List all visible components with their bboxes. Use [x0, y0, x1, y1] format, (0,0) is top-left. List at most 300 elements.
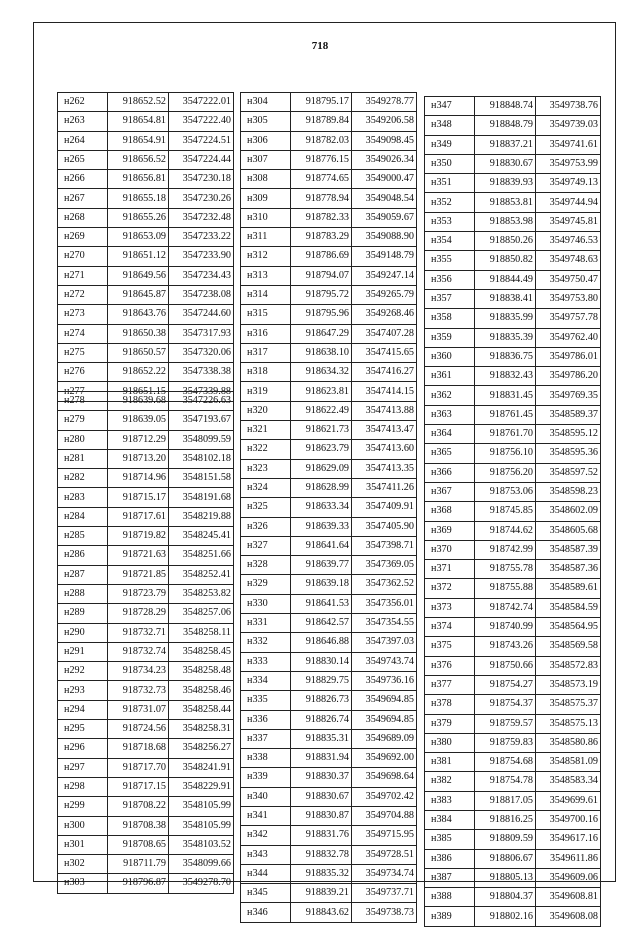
x-coordinate-cell: 918715.17 [108, 488, 169, 507]
point-id-cell: н295 [58, 720, 108, 739]
table-row [241, 614, 417, 633]
point-id-cell: н331 [241, 614, 291, 633]
table-row [425, 270, 601, 289]
y-coordinate-cell: 3547414.15 [352, 382, 417, 401]
y-coordinate-cell: 3549247.14 [352, 266, 417, 285]
x-coordinate-cell: 918836.75 [475, 347, 536, 366]
x-coordinate-cell: 918639.05 [108, 411, 169, 430]
y-coordinate-cell: 3547407.28 [352, 324, 417, 343]
y-coordinate-cell: 3548595.12 [536, 425, 601, 444]
table-row [241, 228, 417, 247]
table-row [58, 565, 234, 584]
point-id-cell: н361 [425, 367, 475, 386]
x-coordinate-cell: 918652.52 [108, 93, 169, 112]
y-coordinate-cell: 3549757.78 [536, 309, 601, 328]
y-coordinate-cell: 3549750.47 [536, 270, 601, 289]
y-coordinate-cell: 3547413.47 [352, 421, 417, 440]
table-row [425, 656, 601, 675]
table-row [425, 733, 601, 752]
x-coordinate-cell: 918755.88 [475, 579, 536, 598]
y-coordinate-cell: 3547405.90 [352, 517, 417, 536]
point-id-cell: н349 [425, 135, 475, 154]
table-row [425, 888, 601, 907]
y-coordinate-cell: 3549738.76 [536, 97, 601, 116]
x-coordinate-cell: 918750.66 [475, 656, 536, 675]
x-coordinate-cell: 918742.99 [475, 540, 536, 559]
y-coordinate-cell: 3549753.99 [536, 154, 601, 173]
point-id-cell: н291 [58, 642, 108, 661]
y-coordinate-cell: 3549734.74 [352, 864, 417, 883]
point-id-cell: н382 [425, 772, 475, 791]
x-coordinate-cell: 918754.37 [475, 695, 536, 714]
table-row [241, 363, 417, 382]
x-coordinate-cell: 918850.26 [475, 232, 536, 251]
point-id-cell: н305 [241, 112, 291, 131]
table-row [241, 401, 417, 420]
point-id-cell: н274 [58, 324, 108, 343]
x-coordinate-cell: 918721.63 [108, 546, 169, 565]
x-coordinate-cell: 918831.45 [475, 386, 536, 405]
y-coordinate-cell: 3548151.58 [169, 469, 234, 488]
table-row [241, 864, 417, 883]
x-coordinate-cell: 918832.43 [475, 367, 536, 386]
y-coordinate-cell: 3548589.37 [536, 405, 601, 424]
table-row [425, 463, 601, 482]
y-coordinate-cell: 3548256.27 [169, 739, 234, 758]
point-id-cell: н346 [241, 903, 291, 922]
point-id-cell: н344 [241, 864, 291, 883]
y-coordinate-cell: 3549611.86 [536, 849, 601, 868]
x-coordinate-cell: 918711.79 [108, 855, 169, 874]
point-id-cell: н383 [425, 791, 475, 810]
table-row [58, 305, 234, 324]
table-row [58, 488, 234, 507]
y-coordinate-cell: 3549744.94 [536, 193, 601, 212]
y-coordinate-cell: 3549608.08 [536, 907, 601, 926]
y-coordinate-cell: 3549206.58 [352, 112, 417, 131]
point-id-cell: н384 [425, 810, 475, 829]
x-coordinate-cell: 918721.85 [108, 565, 169, 584]
table-row [241, 208, 417, 227]
y-coordinate-cell: 3547222.01 [169, 93, 234, 112]
x-coordinate-cell: 918774.65 [291, 170, 352, 189]
point-id-cell: н339 [241, 768, 291, 787]
table-row [58, 797, 234, 816]
point-id-cell: н266 [58, 170, 108, 189]
y-coordinate-cell: 3548245.41 [169, 527, 234, 546]
x-coordinate-cell: 918723.79 [108, 584, 169, 603]
x-coordinate-cell: 918654.91 [108, 131, 169, 150]
y-coordinate-cell: 3547193.67 [169, 411, 234, 430]
y-coordinate-cell: 3547369.05 [352, 556, 417, 575]
x-coordinate-cell: 918830.87 [291, 806, 352, 825]
table-row [58, 112, 234, 131]
table-row [241, 266, 417, 285]
y-coordinate-cell: 3548258.31 [169, 720, 234, 739]
x-coordinate-cell: 918633.34 [291, 498, 352, 517]
point-id-cell: н302 [58, 855, 108, 874]
point-id-cell: н303 [58, 874, 108, 893]
x-coordinate-cell: 918653.09 [108, 228, 169, 247]
point-id-cell: н368 [425, 502, 475, 521]
table-row [58, 208, 234, 227]
table-row [425, 675, 601, 694]
y-coordinate-cell: 3549739.03 [536, 116, 601, 135]
y-coordinate-cell: 3548241.91 [169, 758, 234, 777]
point-id-cell: н322 [241, 440, 291, 459]
point-id-cell: н354 [425, 232, 475, 251]
point-id-cell: н343 [241, 845, 291, 864]
point-id-cell: н377 [425, 675, 475, 694]
point-id-cell: н388 [425, 888, 475, 907]
x-coordinate-cell: 918844.49 [475, 270, 536, 289]
x-coordinate-cell: 918712.29 [108, 430, 169, 449]
point-id-cell: н337 [241, 729, 291, 748]
point-id-cell: н357 [425, 289, 475, 308]
y-coordinate-cell: 3549000.47 [352, 170, 417, 189]
x-coordinate-cell: 918713.20 [108, 449, 169, 468]
x-coordinate-cell: 918826.73 [291, 691, 352, 710]
point-id-cell: н358 [425, 309, 475, 328]
point-id-cell: н282 [58, 469, 108, 488]
x-coordinate-cell: 918734.23 [108, 662, 169, 681]
x-coordinate-cell: 918802.16 [475, 907, 536, 926]
table-row [425, 328, 601, 347]
x-coordinate-cell: 918796.87 [108, 874, 169, 893]
y-coordinate-cell: 3548583.34 [536, 772, 601, 791]
y-coordinate-cell: 3549609.06 [536, 868, 601, 887]
x-coordinate-cell: 918639.18 [291, 575, 352, 594]
point-id-cell: н386 [425, 849, 475, 868]
x-coordinate-cell: 918756.10 [475, 444, 536, 463]
y-coordinate-cell: 3549048.54 [352, 189, 417, 208]
y-coordinate-cell: 3548229.91 [169, 777, 234, 796]
y-coordinate-cell: 3549769.35 [536, 386, 601, 405]
table-row [58, 816, 234, 835]
table-row [241, 170, 417, 189]
point-id-cell: н262 [58, 93, 108, 112]
table-row [425, 154, 601, 173]
point-id-cell: н271 [58, 266, 108, 285]
table-row [425, 637, 601, 656]
point-id-cell: н332 [241, 633, 291, 652]
x-coordinate-cell: 918650.38 [108, 324, 169, 343]
x-coordinate-cell: 918761.45 [475, 405, 536, 424]
page-number: 718 [311, 40, 329, 52]
table-row [241, 247, 417, 266]
y-coordinate-cell: 3547362.52 [352, 575, 417, 594]
point-id-cell: н319 [241, 382, 291, 401]
y-coordinate-cell: 3549704.88 [352, 806, 417, 825]
table-row [58, 469, 234, 488]
point-id-cell: н381 [425, 753, 475, 772]
y-coordinate-cell: 3549098.45 [352, 131, 417, 150]
coordinates-table-col1-top [57, 92, 234, 402]
table-row [58, 430, 234, 449]
table-row [241, 845, 417, 864]
x-coordinate-cell: 918719.82 [108, 527, 169, 546]
point-id-cell: н299 [58, 797, 108, 816]
x-coordinate-cell: 918782.33 [291, 208, 352, 227]
table-row [58, 681, 234, 700]
point-id-cell: н267 [58, 189, 108, 208]
y-coordinate-cell: 3548103.52 [169, 835, 234, 854]
y-coordinate-cell: 3549699.61 [536, 791, 601, 810]
point-id-cell: н374 [425, 618, 475, 637]
x-coordinate-cell: 918708.65 [108, 835, 169, 854]
point-id-cell: н277 [58, 382, 108, 401]
table-row [425, 482, 601, 501]
y-coordinate-cell: 3547413.35 [352, 459, 417, 478]
y-coordinate-cell: 3549617.16 [536, 830, 601, 849]
point-id-cell: н318 [241, 363, 291, 382]
point-id-cell: н284 [58, 507, 108, 526]
table-row [425, 753, 601, 772]
y-coordinate-cell: 3548597.52 [536, 463, 601, 482]
x-coordinate-cell: 918754.27 [475, 675, 536, 694]
table-row [241, 884, 417, 903]
x-coordinate-cell: 918724.56 [108, 720, 169, 739]
point-id-cell: н359 [425, 328, 475, 347]
x-coordinate-cell: 918656.81 [108, 170, 169, 189]
y-coordinate-cell: 3548258.11 [169, 623, 234, 642]
y-coordinate-cell: 3549026.34 [352, 150, 417, 169]
point-id-cell: н348 [425, 116, 475, 135]
y-coordinate-cell: 3549694.85 [352, 710, 417, 729]
table-row [425, 425, 601, 444]
table-row [241, 189, 417, 208]
x-coordinate-cell: 918642.57 [291, 614, 352, 633]
table-row [58, 247, 234, 266]
x-coordinate-cell: 918728.29 [108, 604, 169, 623]
x-coordinate-cell: 918639.33 [291, 517, 352, 536]
y-coordinate-cell: 3549743.74 [352, 652, 417, 671]
table-row [241, 131, 417, 150]
point-id-cell: н350 [425, 154, 475, 173]
table-row [58, 527, 234, 546]
y-coordinate-cell: 3547224.51 [169, 131, 234, 150]
table-row [425, 540, 601, 559]
point-id-cell: н355 [425, 251, 475, 270]
table-row [425, 251, 601, 270]
table-row [58, 392, 234, 411]
y-coordinate-cell: 3548102.18 [169, 449, 234, 468]
y-coordinate-cell: 3547233.22 [169, 228, 234, 247]
x-coordinate-cell: 918641.64 [291, 536, 352, 555]
table-row [58, 777, 234, 796]
x-coordinate-cell: 918850.82 [475, 251, 536, 270]
table-row [425, 386, 601, 405]
x-coordinate-cell: 918623.81 [291, 382, 352, 401]
x-coordinate-cell: 918655.18 [108, 189, 169, 208]
point-id-cell: н285 [58, 527, 108, 546]
table-row [241, 575, 417, 594]
y-coordinate-cell: 3549608.81 [536, 888, 601, 907]
point-id-cell: н311 [241, 228, 291, 247]
x-coordinate-cell: 918743.26 [475, 637, 536, 656]
x-coordinate-cell: 918645.87 [108, 285, 169, 304]
y-coordinate-cell: 3547416.27 [352, 363, 417, 382]
y-coordinate-cell: 3549749.13 [536, 174, 601, 193]
x-coordinate-cell: 918778.94 [291, 189, 352, 208]
point-id-cell: н293 [58, 681, 108, 700]
table-row [425, 212, 601, 231]
y-coordinate-cell: 3548573.19 [536, 675, 601, 694]
point-id-cell: н320 [241, 401, 291, 420]
point-id-cell: н333 [241, 652, 291, 671]
table-row [425, 598, 601, 617]
y-coordinate-cell: 3549715.95 [352, 826, 417, 845]
table-row [425, 289, 601, 308]
y-coordinate-cell: 3549786.20 [536, 367, 601, 386]
table-row [58, 449, 234, 468]
y-coordinate-cell: 3547230.18 [169, 170, 234, 189]
table-row [241, 517, 417, 536]
point-id-cell: н340 [241, 787, 291, 806]
x-coordinate-cell: 918732.73 [108, 681, 169, 700]
x-coordinate-cell: 918717.70 [108, 758, 169, 777]
y-coordinate-cell: 3548569.58 [536, 637, 601, 656]
y-coordinate-cell: 3548258.44 [169, 700, 234, 719]
x-coordinate-cell: 918623.79 [291, 440, 352, 459]
x-coordinate-cell: 918848.79 [475, 116, 536, 135]
table-row [58, 170, 234, 189]
table-row [58, 739, 234, 758]
point-id-cell: н307 [241, 150, 291, 169]
y-coordinate-cell: 3549694.85 [352, 691, 417, 710]
table-row [425, 347, 601, 366]
point-id-cell: н342 [241, 826, 291, 845]
x-coordinate-cell: 918816.25 [475, 810, 536, 829]
x-coordinate-cell: 918832.78 [291, 845, 352, 864]
x-coordinate-cell: 918795.17 [291, 93, 352, 112]
x-coordinate-cell: 918731.07 [108, 700, 169, 719]
point-id-cell: н345 [241, 884, 291, 903]
table-row [241, 536, 417, 555]
x-coordinate-cell: 918761.70 [475, 425, 536, 444]
x-coordinate-cell: 918654.81 [108, 112, 169, 131]
table-row [58, 604, 234, 623]
y-coordinate-cell: 3548257.06 [169, 604, 234, 623]
x-coordinate-cell: 918742.74 [475, 598, 536, 617]
table-row [425, 849, 601, 868]
point-id-cell: н309 [241, 189, 291, 208]
y-coordinate-cell: 3547356.01 [352, 594, 417, 613]
x-coordinate-cell: 918830.67 [291, 787, 352, 806]
y-coordinate-cell: 3549268.46 [352, 305, 417, 324]
table-row [241, 691, 417, 710]
y-coordinate-cell: 3549278.70 [169, 874, 234, 893]
point-id-cell: н376 [425, 656, 475, 675]
point-id-cell: н308 [241, 170, 291, 189]
y-coordinate-cell: 3549088.90 [352, 228, 417, 247]
table-row [241, 729, 417, 748]
point-id-cell: н314 [241, 285, 291, 304]
y-coordinate-cell: 3548598.23 [536, 482, 601, 501]
point-id-cell: н300 [58, 816, 108, 835]
table-row [425, 810, 601, 829]
x-coordinate-cell: 918634.32 [291, 363, 352, 382]
table-row [58, 285, 234, 304]
table-row [241, 652, 417, 671]
table-row [241, 459, 417, 478]
table-row [425, 521, 601, 540]
point-id-cell: н276 [58, 363, 108, 382]
point-id-cell: н306 [241, 131, 291, 150]
table-row [425, 97, 601, 116]
x-coordinate-cell: 918830.37 [291, 768, 352, 787]
point-id-cell: н389 [425, 907, 475, 926]
point-id-cell: н352 [425, 193, 475, 212]
point-id-cell: н385 [425, 830, 475, 849]
y-coordinate-cell: 3547320.06 [169, 343, 234, 362]
table-row [58, 343, 234, 362]
table-row [58, 411, 234, 430]
point-id-cell: н373 [425, 598, 475, 617]
x-coordinate-cell: 918783.29 [291, 228, 352, 247]
y-coordinate-cell: 3547232.48 [169, 208, 234, 227]
y-coordinate-cell: 3548581.09 [536, 753, 601, 772]
point-id-cell: н273 [58, 305, 108, 324]
point-id-cell: н301 [58, 835, 108, 854]
x-coordinate-cell: 918782.03 [291, 131, 352, 150]
point-id-cell: н324 [241, 478, 291, 497]
point-id-cell: н310 [241, 208, 291, 227]
point-id-cell: н380 [425, 733, 475, 752]
table-row [58, 228, 234, 247]
point-id-cell: н317 [241, 343, 291, 362]
coordinates-table-col3 [424, 96, 601, 927]
x-coordinate-cell: 918839.21 [291, 884, 352, 903]
y-coordinate-cell: 3547354.55 [352, 614, 417, 633]
table-row [425, 772, 601, 791]
table-row [241, 305, 417, 324]
table-row [241, 343, 417, 362]
y-coordinate-cell: 3548575.13 [536, 714, 601, 733]
point-id-cell: н290 [58, 623, 108, 642]
x-coordinate-cell: 918809.59 [475, 830, 536, 849]
x-coordinate-cell: 918638.10 [291, 343, 352, 362]
point-id-cell: н316 [241, 324, 291, 343]
table-row [58, 507, 234, 526]
table-row [425, 618, 601, 637]
point-id-cell: н264 [58, 131, 108, 150]
point-id-cell: н286 [58, 546, 108, 565]
y-coordinate-cell: 3549736.16 [352, 671, 417, 690]
point-id-cell: н296 [58, 739, 108, 758]
x-coordinate-cell: 918732.71 [108, 623, 169, 642]
table-row [425, 405, 601, 424]
y-coordinate-cell: 3547398.71 [352, 536, 417, 555]
y-coordinate-cell: 3549746.53 [536, 232, 601, 251]
x-coordinate-cell: 918804.37 [475, 888, 536, 907]
point-id-cell: н280 [58, 430, 108, 449]
table-row [425, 907, 601, 926]
table-row [425, 502, 601, 521]
x-coordinate-cell: 918717.15 [108, 777, 169, 796]
x-coordinate-cell: 918789.84 [291, 112, 352, 131]
y-coordinate-cell: 3549728.51 [352, 845, 417, 864]
point-id-cell: н298 [58, 777, 108, 796]
point-id-cell: н263 [58, 112, 108, 131]
y-coordinate-cell: 3547409.91 [352, 498, 417, 517]
x-coordinate-cell: 918829.75 [291, 671, 352, 690]
y-coordinate-cell: 3549745.81 [536, 212, 601, 231]
table-row [58, 546, 234, 565]
y-coordinate-cell: 3547234.43 [169, 266, 234, 285]
y-coordinate-cell: 3548258.46 [169, 681, 234, 700]
y-coordinate-cell: 3549689.09 [352, 729, 417, 748]
